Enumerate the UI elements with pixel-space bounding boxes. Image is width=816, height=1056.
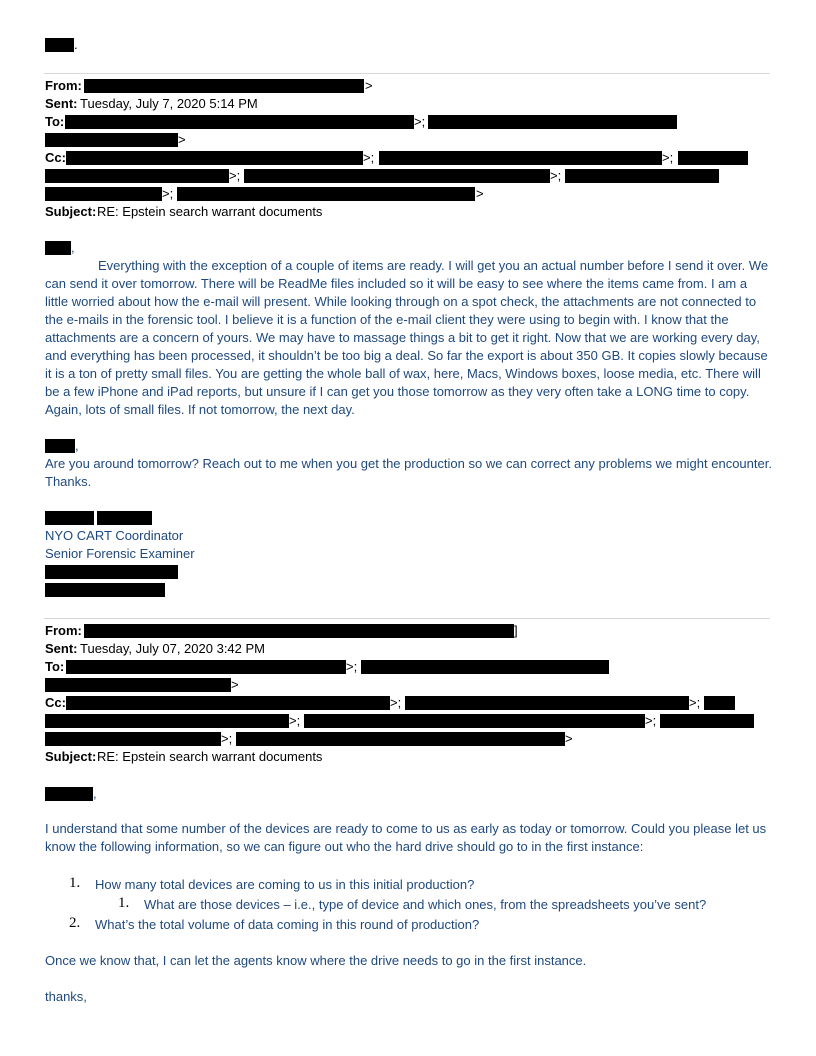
subject-value: RE: Epstein search warrant documents [97, 749, 323, 764]
list-item: What are those devices – i.e., type of device and which ones, from the spreadsheets you’ve sent? [144, 897, 707, 912]
sent-label: Sent: [45, 641, 78, 656]
closing-text: Once we know that, I can let the agents know where the drive needs to go in the first instance. [45, 953, 587, 968]
email-body-paragraph [45, 257, 773, 419]
greeting-punctuation: , [75, 438, 79, 453]
redaction-block [660, 714, 754, 728]
sent-value: Tuesday, July 7, 2020 5:14 PM [80, 96, 258, 111]
list-number: 1. [69, 875, 81, 891]
redaction-block [565, 169, 719, 183]
header-divider [44, 73, 770, 74]
subject-label: Subject: [45, 749, 97, 764]
separator: >; [162, 186, 174, 201]
header-divider [44, 618, 770, 619]
angle-bracket: > [178, 132, 186, 147]
greeting-punctuation: , [71, 240, 75, 255]
redaction-block [45, 678, 231, 692]
signoff-text: thanks, [45, 989, 87, 1004]
separator: >; [229, 168, 241, 183]
angle-bracket: > [476, 186, 484, 201]
redaction-block [65, 115, 414, 129]
redaction-block [45, 787, 93, 801]
email-body-paragraph: I understand that some number of the devices are ready to come to us as early as today or tomorrow. Could you please let us know the following information, so we can figure out who the hard drive should go to in the first instance: [45, 821, 767, 854]
redaction-block [45, 732, 221, 746]
separator: >; [689, 695, 701, 710]
redaction-block [45, 38, 74, 52]
separator: >; [550, 168, 562, 183]
subject-value: RE: Epstein search warrant documents [97, 204, 323, 219]
redaction-block [45, 714, 289, 728]
separator: >; [363, 150, 375, 165]
email-body-paragraph: Are you around tomorrow? Reach out to me when you get the production so we can correct any problems we might encounter. Thanks. [45, 456, 772, 489]
redaction-block [236, 732, 565, 746]
redaction-block [45, 439, 75, 453]
redaction-block [45, 583, 165, 597]
bracket: ] [514, 623, 518, 638]
from-label: From: [45, 78, 82, 93]
to-label: To: [45, 114, 65, 129]
redaction-block [177, 187, 475, 201]
redaction-block [45, 187, 162, 201]
redaction-block [45, 565, 178, 579]
redaction-block [678, 151, 748, 165]
cc-label: Cc: [45, 695, 66, 710]
signature-title: Senior Forensic Examiner [45, 546, 195, 561]
redaction-block [704, 696, 735, 710]
signature-title: NYO CART Coordinator [45, 528, 184, 543]
separator: >; [289, 713, 301, 728]
redaction-block [45, 133, 178, 147]
redaction-block [84, 79, 364, 93]
redaction-block [84, 624, 514, 638]
separator: >; [414, 114, 426, 129]
greeting-punctuation: , [93, 786, 97, 801]
angle-bracket: > [231, 677, 239, 692]
to-label: To: [45, 659, 65, 674]
sent-value: Tuesday, July 07, 2020 3:42 PM [80, 641, 265, 656]
list-number: 1. [118, 895, 130, 911]
redaction-block [304, 714, 645, 728]
separator: >; [390, 695, 402, 710]
from-label: From: [45, 623, 82, 638]
list-item: What’s the total volume of data coming in this round of production? [95, 917, 480, 932]
email-body-text: Everything with the exception of a couple of items are ready. I will get you an actual number before I send it over. We can send it over tomorrow. There will be ReadMe files included so it will be easy to see where the items came from. I am a little worried about how the e-mail will present. While looking through on a spot check, the attachments are not connected to the e-mails in the forensic tool. I believe it is a function of the e-mail client they were using to begin with. I know that the attachments are a concern of yours. We may have to massage things a bit to get it right. Now that we are working every day, and everything has been processed, it shouldn’t be too big a deal. So far the export is about 350 GB. It copies slowly because it is a ton of pretty small files. You are getting the whole ball of wax, here, Macs, Windows boxes, loose media, etc. There will be a few iPhone and iPad reports, but unsure if I can get you those tomorrow as they very often take a LONG time to copy. Again, lots of small files. If not tomorrow, the next day. [45, 258, 769, 417]
separator: >; [346, 659, 358, 674]
separator: >; [221, 731, 233, 746]
redaction-block [97, 511, 152, 525]
list-number: 2. [69, 915, 81, 931]
angle-bracket: > [365, 78, 373, 93]
cc-label: Cc: [45, 150, 66, 165]
redaction-block [361, 660, 609, 674]
redaction-block [66, 660, 346, 674]
redaction-block [405, 696, 689, 710]
redaction-block [244, 169, 550, 183]
redaction-block [66, 696, 390, 710]
redaction-block [45, 169, 229, 183]
sent-label: Sent: [45, 96, 78, 111]
subject-label: Subject: [45, 204, 97, 219]
redaction-block [45, 241, 71, 255]
redaction-block [66, 151, 363, 165]
separator: >; [645, 713, 657, 728]
angle-bracket: > [565, 731, 573, 746]
redaction-block [379, 151, 662, 165]
separator: >; [662, 150, 674, 165]
list-item: How many total devices are coming to us in this initial production? [95, 877, 475, 892]
top-mark: . [74, 37, 78, 52]
redaction-block [45, 511, 94, 525]
redaction-block [428, 115, 677, 129]
